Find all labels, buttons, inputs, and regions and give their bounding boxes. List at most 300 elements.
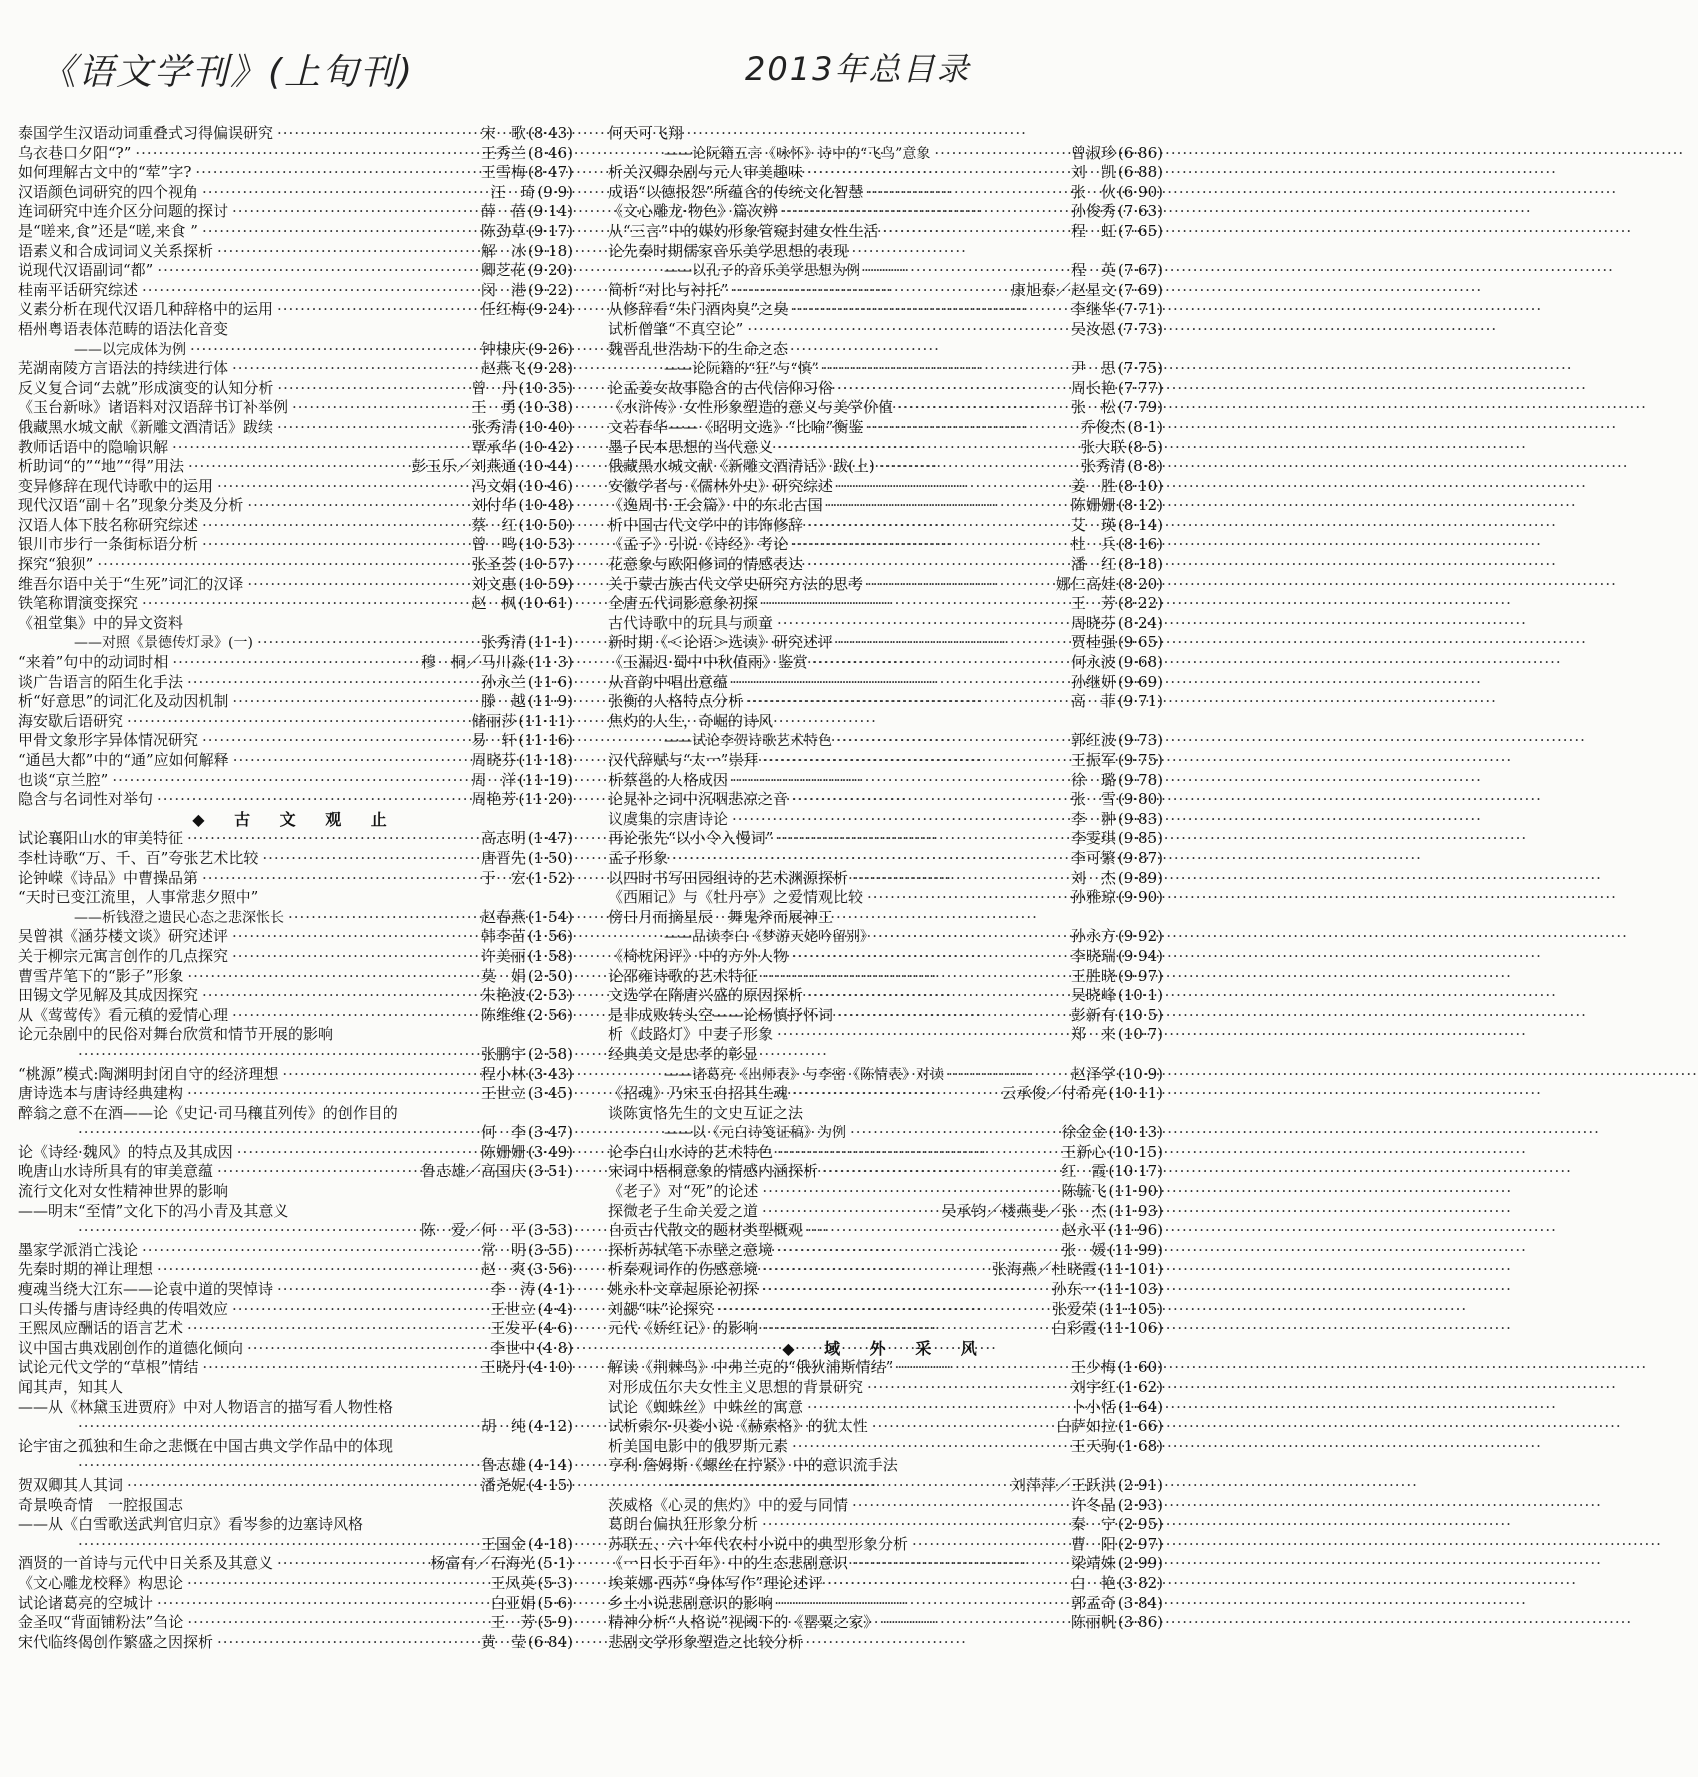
leader-dots	[792, 535, 1067, 555]
toc-entry	[18, 1084, 573, 1104]
entry-author: 曾 丹	[471, 378, 517, 397]
leader-dots	[202, 869, 477, 889]
entry-title: 谈广告语言的陌生化手法	[18, 672, 184, 691]
leader-dots	[188, 457, 407, 477]
toc-entry	[608, 1280, 1163, 1300]
toc-entry	[608, 1319, 1163, 1339]
entry-page: (8·14)	[1117, 515, 1163, 534]
leader-dots	[237, 1143, 477, 1163]
leader-dots	[882, 222, 1067, 242]
toc-entry	[18, 183, 573, 203]
toc-entry	[608, 1417, 1163, 1437]
leader-dots	[807, 516, 1067, 536]
leader-dots	[747, 320, 1067, 340]
entry-author: 王晓丹	[480, 1358, 526, 1377]
entry-title-line: 流行文化对女性精神世界的影响	[18, 1182, 229, 1201]
leader-dots	[142, 1241, 477, 1261]
entry-title: 议虞集的宗唐诗论	[608, 809, 729, 828]
toc-entry	[608, 379, 1163, 399]
toc-entry	[608, 849, 1163, 869]
entry-page: (2·50)	[527, 966, 573, 985]
leader-dots	[232, 1006, 477, 1026]
entry-title-line: ——明末“至情”文化下的冯小青及其意义	[18, 1201, 289, 1220]
entry-page: (9·89)	[1117, 868, 1163, 887]
leader-dots	[195, 163, 476, 183]
toc-entry	[608, 829, 1163, 849]
entry-title: 关于蒙古族古代文学史研究方法的思考	[608, 574, 864, 593]
entry-title: 宋词中梧桐意象的情感内涵探析	[608, 1162, 819, 1181]
entry-title: 俄藏黑水城文献《新雕文酒清话》跋(上)	[608, 457, 875, 476]
entry-title: ——对照《景德传灯录》(一)	[74, 635, 253, 652]
leader-dots	[762, 1515, 1067, 1535]
leader-dots	[78, 1045, 477, 1065]
toc-entry	[608, 633, 1163, 653]
toc-entry	[18, 1143, 573, 1163]
toc-entry	[18, 869, 573, 889]
toc-entry	[18, 751, 573, 771]
entry-author: 曾淑珍	[1070, 143, 1116, 162]
toc-entry	[608, 575, 1163, 595]
leader-dots	[157, 261, 477, 281]
leader-dots	[762, 1260, 988, 1280]
entry-author: 周晓芬	[471, 751, 517, 769]
entry-page: (9·69)	[1117, 672, 1163, 691]
entry-author: 陈姗姗	[1070, 496, 1116, 515]
entry-title-line: 傍日月而摘星辰 舞鬼斧而展神工	[608, 907, 834, 926]
entry-author: 郑 来	[1070, 1025, 1116, 1044]
entry-title: 探析苏轼笔下赤壁之意境	[608, 1240, 774, 1259]
entry-title: 汉语颜色词研究的四个视角	[18, 182, 199, 201]
leader-dots	[782, 202, 1067, 222]
toc-entry	[608, 653, 1163, 673]
leader-dots	[762, 1280, 1048, 1300]
entry-author: 潘尧妮	[480, 1475, 526, 1494]
entry-title: 对形成伍尔夫女性主义思想的背景研究	[608, 1378, 864, 1396]
entry-author: 储丽莎	[471, 711, 517, 730]
entry-title: 连词研究中连介区分问题的探讨	[18, 202, 229, 221]
toc-entry	[18, 555, 573, 575]
entry-title: 析中国古代文学中的讳饰修辞	[608, 515, 804, 534]
leader-dots	[232, 947, 477, 967]
entry-author: 任红梅	[480, 300, 526, 319]
toc-entry	[18, 790, 573, 810]
entry-title-line: 悲剧文学形象塑造之比较分析	[608, 1632, 804, 1651]
entry-page: (9·26)	[527, 339, 573, 358]
leader-dots	[202, 535, 467, 555]
entry-title: 口头传播与唐诗经典的传唱效应	[18, 1299, 229, 1318]
entry-author: 闵 港	[480, 280, 526, 299]
entry-author: 周艳芳	[471, 790, 517, 809]
leader-dots	[232, 202, 477, 222]
leader-dots	[217, 1162, 417, 1182]
entry-page: (9·73)	[1117, 731, 1163, 750]
entry-title: 再论张先“以小令入慢词”	[608, 829, 774, 848]
entry-title: 汉代辞赋与“太一”崇拜	[608, 751, 759, 769]
entry-author: 程小林	[480, 1064, 526, 1083]
entry-author: 张秀清	[1080, 457, 1126, 476]
toc-entry	[608, 222, 1163, 242]
entry-page: (10·50)	[518, 515, 573, 534]
entry-page: (5·1)	[537, 1554, 573, 1573]
leader-dots	[732, 281, 1007, 301]
toc-entry	[18, 1300, 573, 1320]
entry-title: 关于柳宗元寓言创作的几点探究	[18, 946, 229, 965]
entry-author: 白彩霞	[1051, 1319, 1097, 1338]
entry-title: 俄藏黑水城文献《新雕文酒清话》跋续	[18, 417, 274, 436]
toc-entry	[608, 281, 1163, 301]
toc-entry	[608, 1613, 1163, 1633]
entry-page: (9·92)	[1117, 927, 1163, 946]
leader-dots	[247, 1339, 486, 1359]
entry-title: 议中国古典戏剧创作的道德化倾向	[18, 1338, 244, 1357]
entry-author: 蔡 红	[471, 515, 517, 534]
toc-entry	[608, 1554, 1163, 1574]
entry-author: 高志明	[480, 829, 526, 848]
entry-title-line: “天时已变江流里，人事常悲夕照中”	[18, 888, 259, 907]
entry-author: 吴汝恩	[1070, 319, 1116, 338]
leader-dots	[852, 869, 1067, 889]
entry-title: 维吾尔语中关于“生死”词汇的汉译	[18, 574, 244, 593]
toc-entry	[608, 869, 1163, 889]
leader-dots	[78, 1417, 477, 1437]
entry-title: 晚唐山水诗所具有的审美意蕴	[18, 1162, 214, 1181]
entry-title: 《招魂》乃宋玉自招其生魂	[608, 1084, 789, 1103]
entry-title: 贺双卿其人其词	[18, 1475, 124, 1494]
entry-author: 陈姗姗	[480, 1142, 526, 1161]
entry-title: 论孟姜女故事隐含的古代信仰习俗	[608, 378, 834, 397]
toc-entry	[18, 1574, 573, 1594]
entry-page: (10·61)	[518, 594, 573, 613]
entry-page: (8·20)	[1117, 574, 1163, 593]
entry-title: 泰国学生汉语动词重叠式习得偏误研究	[18, 124, 274, 142]
leader-dots	[792, 947, 1067, 967]
entry-page: (10·48)	[518, 496, 573, 515]
leader-dots	[762, 1319, 1048, 1339]
entry-title: 芜湖南陵方言语法的持续进行体	[18, 359, 229, 378]
right-column	[608, 124, 1163, 1652]
leader-dots	[217, 1633, 477, 1653]
entry-author: 于 宏	[480, 868, 526, 887]
entry-author: 孙雅琼	[1070, 888, 1116, 907]
entry-page: (6·84)	[527, 1632, 573, 1651]
entry-author: 王少梅	[1070, 1358, 1116, 1377]
toc-entry	[18, 516, 573, 536]
entry-title: 葛朗台偏执狂形象分析	[608, 1515, 759, 1534]
entry-title: 张衡的人格特点分析	[608, 692, 744, 711]
entry-page: (3·53)	[527, 1221, 573, 1240]
entry-page: (9·22)	[527, 280, 573, 299]
toc-entry	[18, 124, 573, 144]
toc-entry	[18, 1045, 573, 1065]
entry-title: 桂南平话研究综述	[18, 280, 139, 299]
entry-page: (9·28)	[527, 359, 573, 378]
toc-entry	[608, 673, 1163, 693]
entry-author: 李雯琪	[1070, 829, 1116, 848]
entry-author: 张秀清	[480, 633, 526, 652]
entry-page: (2·58)	[527, 1044, 573, 1063]
toc-entry	[608, 496, 1163, 516]
entry-page: (4·15)	[527, 1475, 573, 1494]
toc-entry	[18, 771, 573, 791]
entry-author: 乔俊杰	[1080, 417, 1126, 436]
entry-page: (11·103)	[1098, 1280, 1163, 1299]
leader-dots	[282, 1065, 476, 1085]
toc-entry	[18, 1476, 573, 1496]
leader-dots	[187, 829, 477, 849]
entry-author: 陈劲草	[480, 221, 526, 240]
entry-title-line: ——从《白雪歌送武判官归京》看岑参的边塞诗风格	[18, 1515, 364, 1534]
toc-entry	[608, 457, 1163, 477]
entry-title: 也谈“京兰腔”	[18, 770, 109, 789]
entry-page: (11·11)	[518, 711, 573, 730]
entry-author: 张大联	[1080, 437, 1126, 456]
leader-dots	[172, 653, 417, 673]
entry-page: (3·84)	[1117, 1593, 1163, 1612]
entry-title: 从《莺莺传》看元稹的爱情心理	[18, 1005, 229, 1024]
leader-dots	[187, 1574, 486, 1594]
entry-title-line: 焦灼的人生，奇崛的诗风	[608, 711, 774, 730]
entry-title: 姚永朴文章起原论初探	[608, 1280, 759, 1299]
entry-author: 曹 阳	[1070, 1534, 1116, 1553]
entry-author: 周晓芬	[1070, 613, 1116, 632]
entry-page: (9·65)	[1117, 633, 1163, 652]
toc-entry	[608, 418, 1163, 438]
entry-author: 陈维维	[480, 1005, 526, 1024]
entry-title-line: 何天可飞翔	[608, 124, 684, 142]
leader-dots	[277, 124, 477, 144]
entry-page: (10·53)	[518, 535, 573, 554]
entry-author: 鲁志雄	[480, 1456, 526, 1475]
entry-title: 从“三言”中的媒妁形象管窥封建女性生活	[608, 221, 879, 240]
leader-dots	[187, 1319, 486, 1339]
entry-author: 红 霞	[1061, 1162, 1107, 1181]
entry-page: (9·17)	[527, 221, 573, 240]
entry-page: (4·18)	[527, 1534, 573, 1553]
entry-title: 墨家学派消亡浅论	[18, 1240, 139, 1259]
leader-dots	[807, 1398, 1067, 1418]
toc-entry	[18, 1417, 573, 1437]
leader-dots	[762, 1202, 937, 1222]
entry-page: (8·1)	[1127, 417, 1163, 436]
leader-dots	[202, 222, 477, 242]
entry-page: (2·93)	[1117, 1495, 1163, 1514]
leader-dots	[762, 1182, 1057, 1202]
entry-title: 语素义和合成词词义关系探析	[18, 241, 214, 260]
leader-dots	[867, 575, 1052, 595]
entry-author: 徐 璐	[1070, 770, 1116, 789]
entry-author: 王世立	[490, 1299, 536, 1318]
entry-title: 以四时书写田园组诗的艺术渊源探析	[608, 868, 849, 887]
entry-page: (4·1)	[537, 1280, 573, 1299]
entry-title: 文选学在隋唐兴盛的原因探析	[608, 986, 804, 1005]
entry-page: (9·90)	[1117, 888, 1163, 907]
entry-title: 《水浒传》女性形象塑造的意义与美学价值	[608, 398, 894, 417]
entry-title: 论晁补之词中沉咽悲凉之音	[608, 790, 789, 809]
toc-entry	[608, 751, 1163, 771]
entry-title: 析《歧路灯》中妻子形象	[608, 1025, 774, 1044]
entry-author: 王雪梅	[480, 163, 526, 182]
entry-page: (7·75)	[1117, 359, 1163, 378]
entry-title-line: 谈陈寅恪先生的文史互证之法	[608, 1103, 804, 1122]
entry-page: (3·51)	[527, 1162, 573, 1181]
section-heading: ◆ 域 外 采 风	[782, 1338, 989, 1358]
toc-entry	[608, 438, 1163, 458]
entry-page: (5·9)	[537, 1613, 573, 1632]
entry-page: (9·85)	[1117, 829, 1163, 848]
entry-page: (4·6)	[537, 1319, 573, 1338]
entry-title: 《逸周书·王会篇》中的东北古国	[608, 496, 823, 515]
entry-author: 白 艳	[1070, 1573, 1116, 1592]
toc-entry	[608, 202, 1163, 222]
toc-entry	[608, 947, 1163, 967]
entry-page: (4·12)	[527, 1417, 573, 1436]
toc-entry	[18, 281, 573, 301]
entry-page: (8·10)	[1117, 476, 1163, 495]
entry-author: 胡 纯	[480, 1417, 526, 1436]
entry-author: 张 伙	[1070, 182, 1116, 201]
entry-page: (3·56)	[527, 1260, 573, 1279]
toc-entry	[18, 908, 573, 928]
entry-author: 刘宇红	[1070, 1378, 1116, 1396]
entry-page: (7·67)	[1117, 261, 1163, 280]
entry-title: ——诸葛亮《出师表》与李密《陈情表》对读	[664, 1066, 944, 1083]
entry-page: (11·19)	[518, 770, 573, 789]
entry-title: 说现代汉语副词“都”	[18, 261, 154, 280]
entry-title: 是“嗟来,食”还是“嗟,来食 ”	[18, 221, 198, 240]
entry-title: 论钟嵘《诗品》中曹操品第	[18, 868, 199, 887]
leader-dots	[879, 457, 1077, 477]
entry-title: 文若春华——《昭明文选》“比喻”衡鉴	[608, 417, 864, 436]
entry-author: 白萨如拉	[1055, 1417, 1116, 1436]
entry-author: 曾 鸣	[471, 535, 517, 554]
leader-dots	[232, 692, 477, 712]
toc-entry	[18, 692, 573, 712]
entry-title: 宋代临终偈创作繁盛之因探析	[18, 1632, 214, 1651]
toc-entry	[608, 1398, 1163, 1418]
entry-title: 茨威格《心灵的焦灼》中的爱与同情	[608, 1495, 849, 1514]
toc-entry	[18, 927, 573, 947]
leader-dots	[232, 1300, 486, 1320]
entry-title-line: 《祖堂集》中的异文资料	[18, 613, 184, 632]
leader-dots	[217, 242, 477, 262]
entry-author: 刘 杰	[1070, 868, 1116, 887]
toc-entry	[608, 986, 1163, 1006]
leader-dots	[97, 555, 467, 575]
entry-author: 王新心	[1061, 1142, 1107, 1161]
entry-title: ——品读李白《梦游天姥吟留别》	[664, 929, 874, 946]
entry-author: 秦 宁	[1070, 1515, 1116, 1534]
leader-dots	[172, 438, 467, 458]
leader-dots	[762, 594, 1067, 614]
entry-page: (5·3)	[537, 1573, 573, 1592]
toc-entry	[608, 1260, 1163, 1280]
entry-title: 先秦时期的禅让理想	[18, 1260, 154, 1279]
entry-page: (2·95)	[1117, 1515, 1163, 1534]
entry-author: 王发平	[490, 1319, 536, 1338]
toc-entry	[608, 1476, 1163, 1496]
entry-page: (11·106)	[1098, 1319, 1163, 1338]
entry-author: 康旭泰／赵星文	[1010, 280, 1116, 299]
entry-author: 王胜晓	[1070, 966, 1116, 985]
entry-page: (11·16)	[518, 731, 573, 750]
entry-title: 乌衣巷口夕阳“?”	[18, 143, 132, 162]
entry-page: (3·43)	[527, 1064, 573, 1083]
handwritten-index-title: 2013年总目录	[745, 50, 971, 88]
leader-dots	[934, 144, 1067, 164]
toc-entry	[608, 790, 1163, 810]
toc-entry	[18, 477, 573, 497]
entry-page: (9·14)	[527, 202, 573, 221]
leader-dots	[827, 1574, 1067, 1594]
entry-page: (4·8)	[537, 1338, 573, 1357]
toc-entry	[18, 438, 573, 458]
entry-author: 覃承华	[471, 437, 517, 456]
leader-dots	[762, 967, 1067, 987]
entry-page: (9·75)	[1117, 751, 1163, 769]
left-column	[18, 124, 573, 1652]
entry-author: 吴承钧／楼燕斐／张 杰	[941, 1201, 1107, 1220]
leader-dots	[78, 1221, 417, 1241]
entry-page: (10·15)	[1108, 1142, 1163, 1161]
entry-page: (9·24)	[527, 300, 573, 319]
entry-title: 《孟子》引说《诗经》考论	[608, 535, 789, 554]
entry-author: 潘 红	[1070, 555, 1116, 574]
entry-title-line: 论先秦时期儒家音乐美学思想的表现	[608, 241, 849, 260]
entry-title: 现代汉语“副＋名”现象分类及分析	[18, 496, 244, 515]
entry-author: 唐晋先	[480, 848, 526, 867]
entry-author: 高 菲	[1070, 692, 1116, 711]
entry-page: (10·57)	[518, 555, 573, 574]
leader-dots	[807, 555, 1067, 575]
toc-entry	[608, 810, 1163, 830]
entry-page: (1·60)	[1117, 1358, 1163, 1377]
entry-page: (11·18)	[518, 751, 573, 769]
leader-dots	[948, 1065, 1067, 1085]
entry-page: (7·71)	[1117, 300, 1163, 319]
leader-dots	[867, 888, 1067, 908]
entry-page: (3·86)	[1117, 1613, 1163, 1632]
entry-title: 唐诗选本与唐诗经典建构	[18, 1084, 184, 1103]
toc-entry	[18, 300, 573, 320]
entry-title: 析关汉卿杂剧与元人审美趣味	[608, 163, 804, 182]
entry-title: 安徽学者与《儒林外史》研究综述	[608, 476, 834, 495]
entry-page: (6·86)	[1117, 143, 1163, 162]
toc-entry	[18, 947, 573, 967]
entry-title-line: 闻其声，知其人	[18, 1378, 124, 1396]
entry-page: (11·1)	[527, 633, 573, 652]
leader-dots	[190, 340, 477, 360]
leader-dots	[262, 849, 477, 869]
toc-entry	[18, 986, 573, 1006]
toc-entry	[608, 731, 1163, 751]
toc-entry	[608, 359, 1163, 379]
entry-page: (2·53)	[527, 986, 573, 1005]
toc-entry	[18, 673, 573, 693]
leader-dots	[852, 1496, 1067, 1516]
toc-entry	[18, 144, 573, 164]
toc-entry	[18, 418, 573, 438]
entry-title: 论邵雍诗歌的艺术特征	[608, 966, 759, 985]
entry-page: (1·68)	[1117, 1436, 1163, 1455]
entry-page: (1·56)	[527, 927, 573, 946]
leader-dots	[127, 712, 467, 732]
entry-page: (3·45)	[527, 1084, 573, 1103]
entry-page: (9·94)	[1117, 946, 1163, 965]
entry-title: 《老子》对“死”的论述	[608, 1182, 759, 1201]
toc-entry	[18, 1339, 573, 1359]
entry-title: 是非成败转头空——论杨慎抒怀词	[608, 1005, 834, 1024]
toc-entry	[608, 888, 1163, 908]
